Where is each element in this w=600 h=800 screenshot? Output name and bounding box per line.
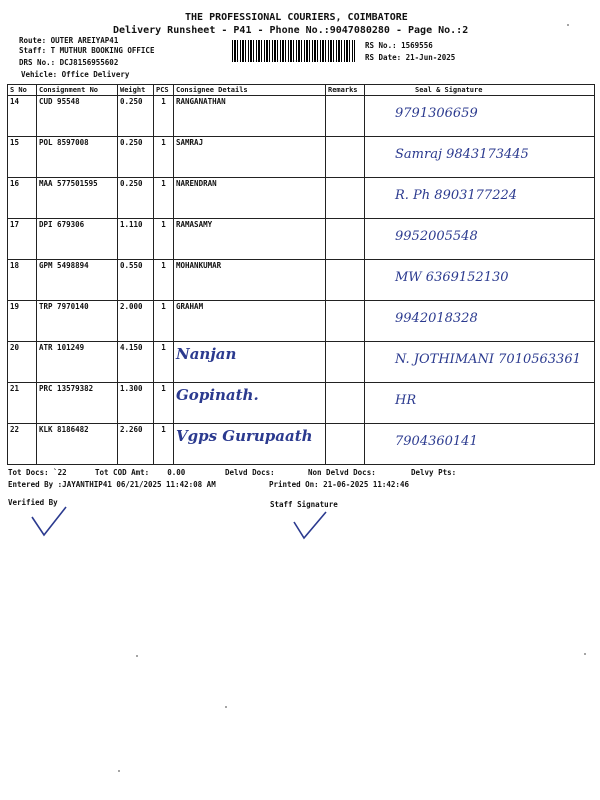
cell-weight: 0.250 [118, 178, 154, 219]
cell-remarks [326, 96, 365, 137]
col-remarks: Remarks [326, 85, 365, 96]
scan-speck [136, 655, 138, 657]
cell-sno: 17 [8, 219, 37, 260]
col-consignment: Consignment No [37, 85, 118, 96]
barcode [232, 40, 355, 62]
cell-remarks [326, 301, 365, 342]
drs-number: DRS No.: DCJ8156955602 [19, 58, 119, 67]
col-weight: Weight [118, 85, 154, 96]
consignee-name: MOHANKUMAR [176, 261, 222, 270]
signature-cell: HR [365, 383, 595, 424]
cell-pcs: 1 [154, 260, 174, 301]
scan-speck [567, 24, 569, 26]
consignee-name: RANGANATHAN [176, 97, 226, 106]
cell-weight: 0.550 [118, 260, 154, 301]
tot-cod: Tot COD Amt: 0.00 [95, 468, 186, 477]
consignee-name: NARENDRAN [176, 179, 217, 188]
handwritten-consignee: Vgps Gurupaath [176, 427, 313, 445]
cell-consignment: POL 8597008 [37, 137, 118, 178]
cell-pcs: 1 [154, 342, 174, 383]
staff-signature-label: Staff Signature [270, 500, 338, 509]
signature-cell: 9952005548 [365, 219, 595, 260]
cell-weight: 2.260 [118, 424, 154, 465]
consignee-name: GRAHAM [176, 302, 204, 311]
verified-checkmark [30, 505, 70, 540]
cell-remarks [326, 424, 365, 465]
cell-consignee [174, 219, 326, 260]
table-header-row [8, 85, 595, 96]
handwritten-consignee: Gopinath. [176, 386, 259, 404]
non-delvd-docs: Non Delvd Docs: [308, 468, 376, 477]
printed-on: Printed On: 21-06-2025 11:42:46 [269, 480, 409, 489]
cell-consignment: DPI 679306 [37, 219, 118, 260]
signature-cell: 9791306659 [365, 96, 595, 137]
cell-remarks [326, 383, 365, 424]
scan-speck [584, 653, 586, 655]
scan-speck [225, 706, 227, 708]
cell-weight: 1.110 [118, 219, 154, 260]
cell-consignment: GPM 5498894 [37, 260, 118, 301]
cell-sno: 22 [8, 424, 37, 465]
cell-consignment: MAA 577501595 [37, 178, 118, 219]
signature-cell: 7904360141 [365, 424, 595, 465]
signature-cell: Samraj 9843173445 [365, 137, 595, 178]
signature-cell: 9942018328 [365, 301, 595, 342]
cell-consignee [174, 137, 326, 178]
signature-cell: R. Ph 8903177224 [365, 178, 595, 219]
table-row [8, 383, 595, 424]
entered-by: Entered By :JAYANTHIP41 06/21/2025 11:42:08 AM [8, 480, 216, 489]
signature-cell: N. JOTHIMANI 7010563361 [365, 342, 595, 383]
col-consignee: Consignee Details [174, 85, 326, 96]
cell-pcs: 1 [154, 96, 174, 137]
cell-weight: 4.150 [118, 342, 154, 383]
table-row [8, 178, 595, 219]
cell-sno: 15 [8, 137, 37, 178]
table-row [8, 96, 595, 137]
vehicle-label: Vehicle: Office Delivery [21, 70, 130, 79]
cell-consignee [174, 383, 326, 424]
cell-consignment: TRP 7970140 [37, 301, 118, 342]
handwritten-consignee: Nanjan [176, 345, 237, 363]
cell-remarks [326, 219, 365, 260]
cell-consignee [174, 96, 326, 137]
cell-pcs: 1 [154, 178, 174, 219]
cell-consignment: PRC 13579382 [37, 383, 118, 424]
route-label: Route: OUTER AREIYAP41 [19, 36, 119, 45]
cell-consignee [174, 424, 326, 465]
table-row [8, 301, 595, 342]
scan-speck [118, 770, 120, 772]
cell-pcs: 1 [154, 219, 174, 260]
table-row [8, 342, 595, 383]
consignee-name: RAMASAMY [176, 220, 213, 229]
cell-sno: 21 [8, 383, 37, 424]
cell-pcs: 1 [154, 424, 174, 465]
cell-consignee [174, 260, 326, 301]
delvd-docs: Delvd Docs: [225, 468, 275, 477]
cell-weight: 0.250 [118, 137, 154, 178]
tot-docs: Tot Docs: `22 [8, 468, 67, 477]
runsheet-table [7, 84, 595, 465]
col-signature: Seal & Signature [365, 85, 595, 96]
cell-sno: 14 [8, 96, 37, 137]
delvy-pts: Delvy Pts: [411, 468, 457, 477]
signature-cell: MW 6369152130 [365, 260, 595, 301]
rs-date: RS Date: 21-Jun-2025 [365, 53, 456, 62]
cell-sno: 16 [8, 178, 37, 219]
table-row [8, 424, 595, 465]
staff-label: Staff: T MUTHUR BOOKING OFFICE [19, 46, 155, 55]
cell-consignee [174, 342, 326, 383]
cell-sno: 18 [8, 260, 37, 301]
cell-consignment: CUD 95548 [37, 96, 118, 137]
table-row [8, 260, 595, 301]
cell-consignee [174, 178, 326, 219]
table-row [8, 137, 595, 178]
cell-remarks [326, 178, 365, 219]
cell-pcs: 1 [154, 383, 174, 424]
col-sno: S No [8, 85, 37, 96]
cell-remarks [326, 342, 365, 383]
cell-sno: 19 [8, 301, 37, 342]
cell-weight: 2.000 [118, 301, 154, 342]
cell-consignment: ATR 101249 [37, 342, 118, 383]
staff-checkmark [292, 508, 332, 543]
cell-weight: 1.300 [118, 383, 154, 424]
cell-pcs: 1 [154, 301, 174, 342]
cell-consignee [174, 301, 326, 342]
company-title: THE PROFESSIONAL COURIERS, COIMBATORE [185, 12, 408, 23]
cell-weight: 0.250 [118, 96, 154, 137]
cell-remarks [326, 137, 365, 178]
cell-consignment: KLK 8186482 [37, 424, 118, 465]
runsheet-title: Delivery Runsheet - P41 - Phone No.:9047080280 - Page No.:2 [113, 25, 469, 36]
cell-sno: 20 [8, 342, 37, 383]
consignee-name: SAMRAJ [176, 138, 204, 147]
col-pcs: PCS [154, 85, 174, 96]
rs-number: RS No.: 1569556 [365, 41, 433, 50]
verified-by: Verified By [8, 498, 58, 507]
table-row [8, 219, 595, 260]
cell-pcs: 1 [154, 137, 174, 178]
cell-remarks [326, 260, 365, 301]
